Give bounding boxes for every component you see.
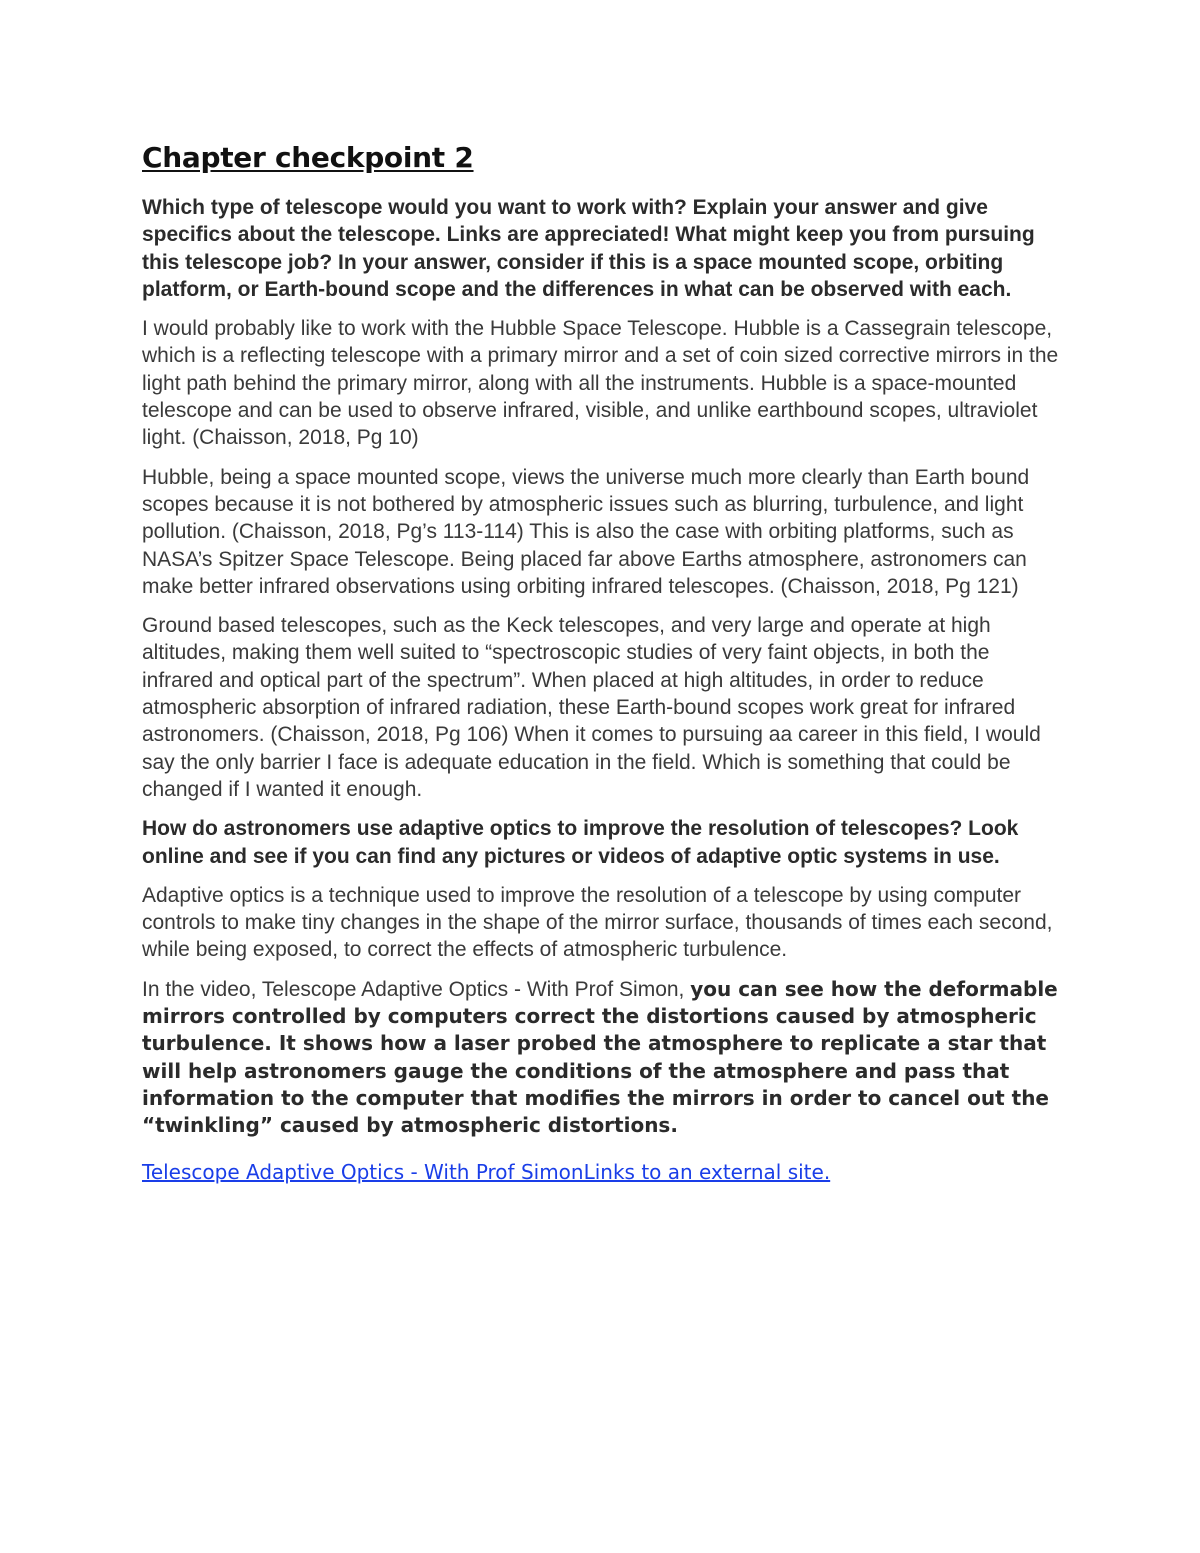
question-2: How do astronomers use adaptive optics to improve the resolution of telescopes? Look online and see if you can find any pictures or videos of adaptive optic systems in use. (142, 817, 1019, 868)
answer-2-paragraph-2 (142, 976, 1062, 1140)
question-1: Which type of telescope would you want to work with? Explain your answer and give specifics about the telescope. Links are appreciated! What might keep you from pursuing this telescope job? In your answer, consider if this is a space mounted scope, orbiting platform, or Earth-bound scope and the differences in what can be observed with each. (142, 196, 1035, 301)
link-paragraph (142, 1158, 1062, 1186)
answer-2-bold-text: you can see how the deformable mirrors controlled by computers correct the distortions caused by atmospheric turbulence. It shows how a laser probed the atmosphere to replicate a star that will help astronomers gauge the conditions of the atmosphere and pass that information to the computer that modifies the mirrors in order to cancel out the “twinkling” caused by atmospheric distortions. (142, 976, 1058, 1138)
answer-2-plain-text: In the video, Telescope Adaptive Optics - With Prof Simon, (142, 977, 691, 1001)
document-page (142, 140, 1062, 1186)
answer-1-paragraph-3: Ground based telescopes, such as the Keck telescopes, and very large and operate at high altitudes, making them well suited to “spectroscopic studies of very faint objects, in both the infrared and optical part of the spectrum”. When placed at high altitudes, in order to reduce atmospheric absorption of infrared radiation, these Earth-bound scopes work great for infrared astronomers. (Chaisson, 2018, Pg 106) When it comes to pursuing aa career in this field, I would say the only barrier I face is adequate education in the field. Which is something that could be changed if I wanted it enough. (142, 614, 1041, 801)
answer-1-paragraph-1: I would probably like to work with the Hubble Space Telescope. Hubble is a Cassegrain telescope, which is a reflecting telescope with a primary mirror and a set of coin sized corrective mirrors in the light path behind the primary mirror, along with all the instruments. Hubble is a space-mounted telescope and can be used to observe infrared, visible, and unlike earthbound scopes, ultraviolet light. (Chaisson, 2018, Pg 10) (142, 317, 1059, 450)
page-title: Chapter checkpoint 2 (142, 141, 474, 174)
answer-2-paragraph-1: Adaptive optics is a technique used to improve the resolution of a telescope by using computer controls to make tiny changes in the shape of the mirror surface, thousands of times each second, while being exposed, to correct the effects of atmospheric turbulence. (142, 883, 1053, 962)
video-link[interactable]: Telescope Adaptive Optics - With Prof SimonLinks to an external site. (142, 1159, 831, 1184)
answer-1-paragraph-2: Hubble, being a space mounted scope, views the universe much more clearly than Earth bound scopes because it is not bothered by atmospheric issues such as blurring, turbulence, and light pollution. (Chaisson, 2018, Pg’s 113-114) This is also the case with orbiting platforms, such as NASA’s Spitzer Space Telescope. Being placed far above Earths atmosphere, astronomers can make better infrared observations using orbiting infrared telescopes. (Chaisson, 2018, Pg 121) (142, 465, 1030, 598)
